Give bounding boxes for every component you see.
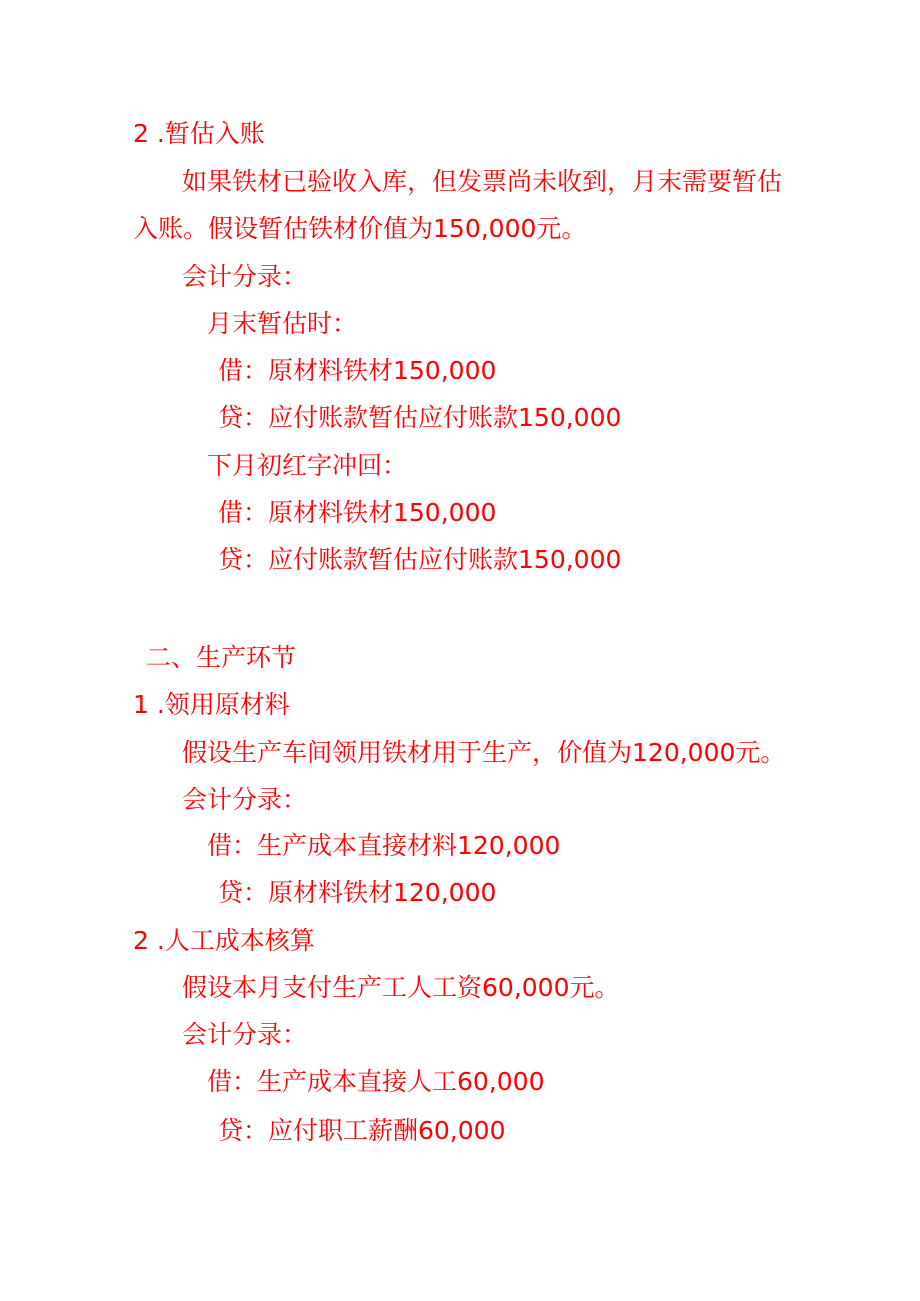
debit-line: 借：生产成本直接人工60,000 (207, 1067, 545, 1096)
debit-line: 借：生产成本直接材料120,000 (207, 831, 561, 860)
credit-line: 贷：应付职工薪酬60,000 (218, 1116, 506, 1145)
entry-subheading: 下月初红字冲回： (207, 451, 408, 480)
debit-line: 借：原材料铁材150,000 (218, 498, 497, 527)
journal-entry-label: 会计分录： (182, 1020, 308, 1049)
section-heading-material-requisition: 1 .领用原材料 (133, 690, 290, 719)
credit-line: 贷：原材料铁材120,000 (218, 878, 497, 907)
chapter-heading-production: 二、生产环节 (146, 643, 297, 672)
journal-entry-label: 会计分录： (182, 262, 308, 291)
paragraph-line: 入账。假设暂估铁材价值为150,000元。 (133, 214, 587, 243)
paragraph-line: 如果铁材已验收入库，但发票尚未收到，月末需要暂估 (182, 167, 783, 196)
credit-line: 贷：应付账款暂估应付账款150,000 (218, 545, 622, 574)
credit-line: 贷：应付账款暂估应付账款150,000 (218, 403, 622, 432)
journal-entry-label: 会计分录： (182, 785, 308, 814)
section-heading-labor-cost: 2 .人工成本核算 (133, 926, 315, 955)
paragraph-line: 假设生产车间领用铁材用于生产，价值为120,000元。 (182, 738, 786, 767)
section-heading-provisional-entry: 2 .暂估入账 (133, 119, 265, 148)
paragraph-line: 假设本月支付生产工人工资60,000元。 (182, 973, 620, 1002)
debit-line: 借：原材料铁材150,000 (218, 356, 497, 385)
entry-subheading: 月末暂估时： (207, 309, 358, 338)
